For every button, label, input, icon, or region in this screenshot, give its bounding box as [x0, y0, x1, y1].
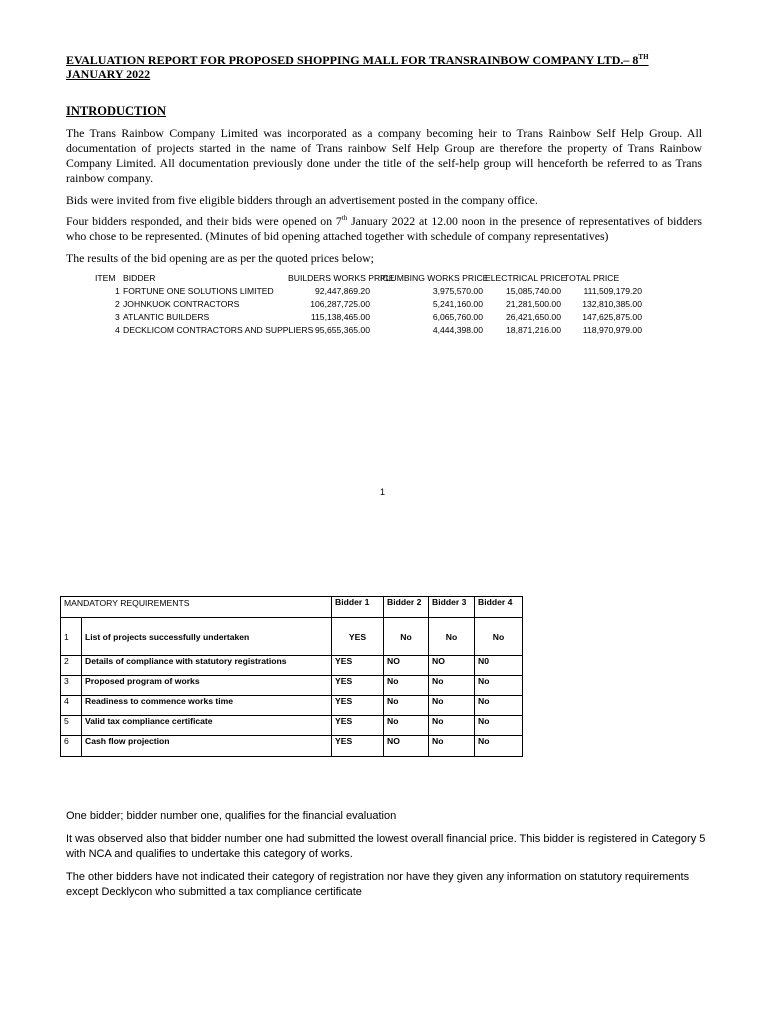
- row-bidder4: N0: [475, 656, 523, 676]
- row-number: 1: [61, 618, 82, 656]
- row-bidder1: YES: [332, 716, 384, 736]
- row-requirement: Cash flow projection: [82, 736, 332, 757]
- title-sup: TH: [638, 53, 649, 61]
- row-electrical: 15,085,740.00: [506, 286, 561, 296]
- header-total: TOTAL PRICE: [564, 273, 620, 283]
- row-bidder1: YES: [332, 736, 384, 757]
- row-total: 118,970,979.00: [582, 325, 642, 335]
- row-bidder4: No: [475, 736, 523, 757]
- row-item: 1: [115, 286, 120, 296]
- row-plumbing: 6,065,760.00: [432, 312, 483, 322]
- row-requirement: Details of compliance with statutory registrations: [82, 656, 332, 676]
- row-bidder2: No: [384, 696, 429, 716]
- row-builders: 106,287,725.00: [310, 299, 370, 309]
- row-bidder: JOHNKUOK CONTRACTORS: [123, 299, 240, 309]
- row-bidder3: NO: [429, 656, 475, 676]
- mandatory-header: MANDATORY REQUIREMENTS: [61, 597, 332, 618]
- row-electrical: 18,871,216.00: [506, 325, 561, 335]
- report-title: [66, 53, 706, 81]
- row-bidder4: No: [475, 676, 523, 696]
- results-intro-paragraph: The results of the bid opening are as per the quoted prices below;: [66, 251, 374, 265]
- bids-invited-paragraph: Bids were invited from five eligible bidders through an advertisement posted in the company office.: [66, 193, 538, 207]
- bids-opened-paragraph: [66, 214, 702, 244]
- row-number: 3: [61, 676, 82, 696]
- row-bidder: DECKLICOM CONTRACTORS AND SUPPLIERS: [123, 325, 314, 335]
- row-bidder3: No: [429, 696, 475, 716]
- row-bidder1: YES: [332, 696, 384, 716]
- table-row: [61, 618, 523, 656]
- table-row: [61, 696, 523, 716]
- header-electrical: ELECTRICAL PRICE: [485, 273, 567, 283]
- row-bidder2: NO: [384, 656, 429, 676]
- row-total: 147,625,875.00: [582, 312, 642, 322]
- row-bidder1: YES: [332, 676, 384, 696]
- row-plumbing: 3,975,570.00: [432, 286, 483, 296]
- row-plumbing: 5,241,160.00: [432, 299, 483, 309]
- row-bidder4: No: [475, 696, 523, 716]
- row-bidder2: No: [384, 676, 429, 696]
- qualification-summary: One bidder; bidder number one, qualifies for the financial evaluation: [66, 810, 397, 822]
- header-plumbing: PLUMBING WORKS PRICE: [380, 273, 489, 283]
- row-requirement: Readiness to commence works time: [82, 696, 332, 716]
- row-bidder2: NO: [384, 736, 429, 757]
- row-requirement: List of projects successfully undertaken: [82, 618, 332, 656]
- row-plumbing: 4,444,398.00: [432, 325, 483, 335]
- bidder4-header: Bidder 4: [475, 597, 523, 618]
- mandatory-requirements-table: [60, 596, 523, 757]
- table-header-row: [61, 597, 523, 618]
- bids-opened-text-b: January 2022 at 12.00 noon in the presence of representatives of bidders who chose to be represented. (Minutes of bid opening attached together with schedule of company representatives): [66, 214, 702, 243]
- row-total: 111,509,179.20: [583, 286, 642, 296]
- title-main: EVALUATION REPORT FOR PROPOSED SHOPPING MALL FOR TRANSRAINBOW COMPANY LTD.– 8: [66, 53, 639, 67]
- row-number: 4: [61, 696, 82, 716]
- row-number: 6: [61, 736, 82, 757]
- lowest-price-summary: It was observed also that bidder number one had submitted the lowest overall financial price. This bidder is registered in Category 5 with NCA and qualifies to undertake this category of works.: [66, 833, 706, 860]
- row-number: 2: [61, 656, 82, 676]
- row-bidder1: YES: [332, 656, 384, 676]
- row-builders: 92,447,869.20: [315, 286, 370, 296]
- row-bidder1: YES: [332, 618, 384, 656]
- bids-opened-sup: th: [341, 214, 348, 223]
- table-row: [61, 656, 523, 676]
- row-requirement: Proposed program of works: [82, 676, 332, 696]
- row-bidder2: No: [384, 618, 429, 656]
- other-bidders-summary: The other bidders have not indicated their category of registration nor have they given any information on statutory requirements except Decklycon who submitted a tax compliance certificate: [66, 871, 690, 898]
- intro-paragraph: The Trans Rainbow Company Limited was incorporated as a company becoming heir to Trans Rainbow Self Help Group. All documentation of projects started in the name of Trans rainbow Self Help Group are therefore the property of Trans Rainbow Company Limited. All documentation previously done under the title of the self-help group will henceforth be referred to as Trans rainbow company.: [66, 126, 702, 185]
- row-bidder3: No: [429, 618, 475, 656]
- table-row: [61, 676, 523, 696]
- bids-opened-text-a: Four bidders responded, and their bids were opened on 7: [66, 214, 342, 228]
- row-bidder4: No: [475, 618, 523, 656]
- row-number: 5: [61, 716, 82, 736]
- row-bidder: ATLANTIC BUILDERS: [123, 312, 210, 322]
- row-bidder3: No: [429, 716, 475, 736]
- row-item: 4: [115, 325, 120, 335]
- bidder1-header: Bidder 1: [332, 597, 384, 618]
- bidder2-header: Bidder 2: [384, 597, 429, 618]
- row-builders: 115,138,465.00: [310, 312, 370, 322]
- row-bidder3: No: [429, 736, 475, 757]
- title-date: JANUARY 2022: [66, 67, 151, 81]
- header-bidder: BIDDER: [123, 273, 156, 283]
- row-bidder3: No: [429, 676, 475, 696]
- page-number: 1: [380, 487, 386, 497]
- table-row: [61, 716, 523, 736]
- row-item: 2: [115, 299, 120, 309]
- row-bidder4: No: [475, 716, 523, 736]
- row-electrical: 26,421,650.00: [506, 312, 561, 322]
- row-requirement: Valid tax compliance certificate: [82, 716, 332, 736]
- header-builders: BUILDERS WORKS PRICE: [288, 273, 395, 283]
- row-item: 3: [115, 312, 120, 322]
- intro-heading: INTRODUCTION: [66, 104, 167, 118]
- table-row: [61, 736, 523, 757]
- row-bidder2: No: [384, 716, 429, 736]
- bidder3-header: Bidder 3: [429, 597, 475, 618]
- row-builders: 95,655,365.00: [315, 325, 370, 335]
- row-bidder: FORTUNE ONE SOLUTIONS LIMITED: [123, 286, 274, 296]
- header-item: ITEM: [95, 273, 116, 283]
- row-electrical: 21,281,500.00: [506, 299, 561, 309]
- row-total: 132,810,385.00: [582, 299, 642, 309]
